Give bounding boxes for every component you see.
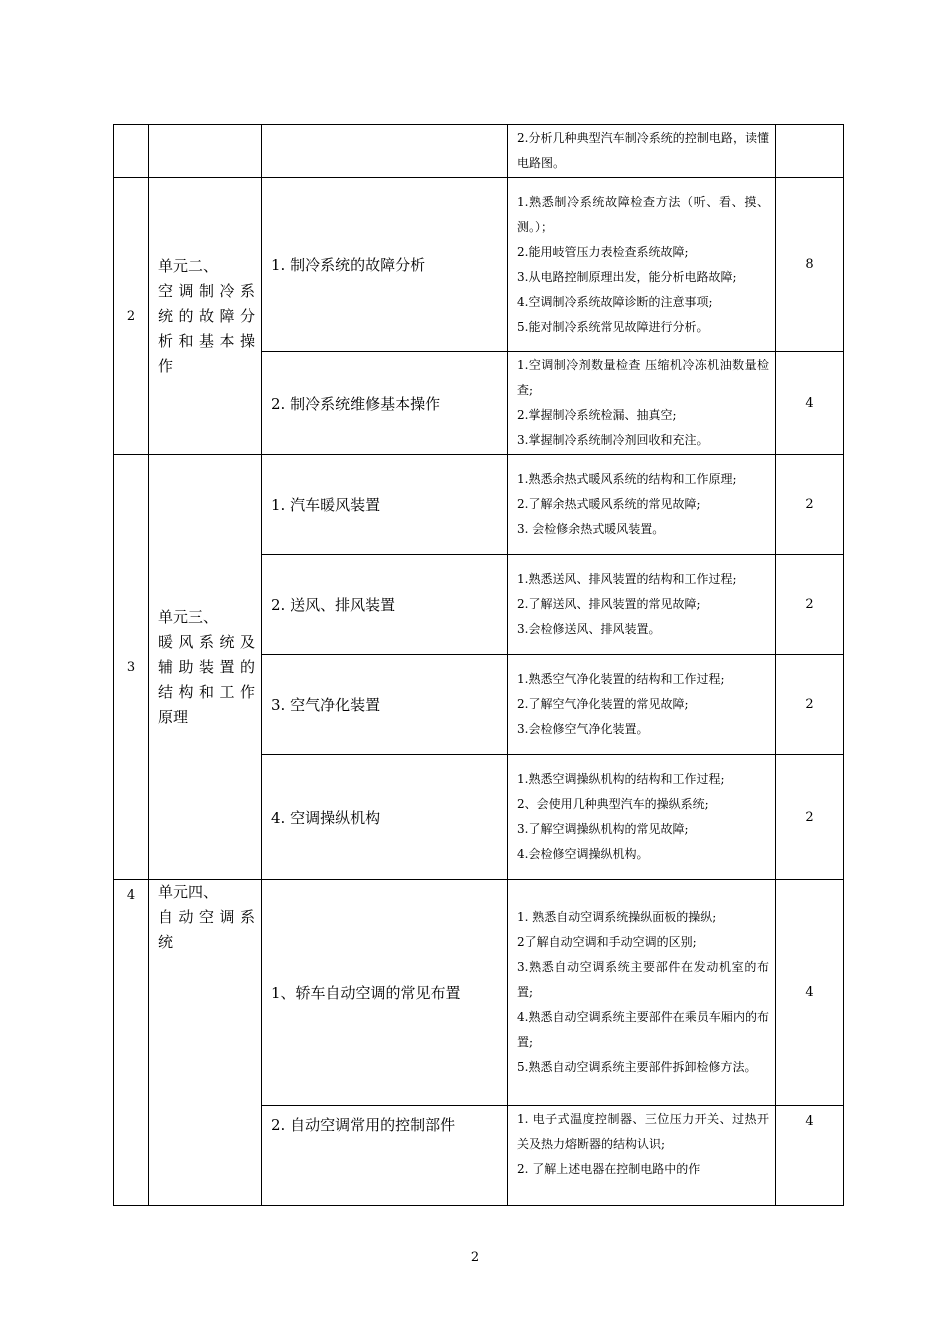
requirement-line: 3.熟悉自动空调系统主要部件在发动机室的布置;: [517, 960, 769, 999]
hours-value: 2: [776, 755, 844, 880]
topic-title: 2. 送风、排风装置: [262, 555, 508, 655]
requirement-line: 3.从电路控制原理出发，能分析电路故障;: [517, 269, 737, 284]
requirement-line: 2.了解余热式暖风系统的常见故障;: [517, 497, 701, 511]
requirements-cell: [508, 655, 776, 755]
requirement-line: 2.了解送风、排风装置的常见故障;: [517, 597, 701, 611]
unit-title-line: 单元四、: [158, 883, 219, 901]
unit-title-line: 单元二、: [158, 256, 219, 275]
requirements-cell: [508, 1106, 776, 1206]
unit-title-line: 自动空调系: [158, 908, 255, 926]
unit-index: 4: [114, 880, 149, 1206]
requirement-line: 1.熟悉制冷系统故障检查方法（听、看、摸、测。）；: [517, 194, 769, 234]
unit-title-line: 结构和工作: [158, 682, 255, 701]
unit-title-line: 统的故障分: [158, 306, 255, 325]
requirement-line: 4.会检修空调操纵机构。: [517, 847, 649, 861]
requirements-cell: [508, 555, 776, 655]
topic-title: 2. 自动空调常用的控制部件: [262, 1106, 508, 1206]
requirement-line: 1.熟悉送风、排风装置的结构和工作过程;: [517, 572, 737, 586]
topic-title: 1、轿车自动空调的常见布置: [262, 880, 508, 1106]
unit-title-line: 析和基本操: [158, 331, 255, 350]
requirements-cell: [508, 352, 776, 455]
hours-cell: [776, 125, 844, 178]
table-row: [114, 178, 844, 352]
index-cell: [114, 125, 149, 178]
requirement-line: 5.能对制冷系统常见故障进行分析。: [517, 319, 709, 334]
hours-value: 2: [776, 655, 844, 755]
requirements-cell: [508, 178, 776, 352]
unit-title-line: 作: [158, 356, 174, 375]
requirement-line: 3. 会检修余热式暖风装置。: [517, 522, 665, 536]
requirement-line: 3.会检修送风、排风装置。: [517, 622, 661, 636]
requirement-line: 2、会使用几种典型汽车的操纵系统;: [517, 797, 709, 811]
unit-title-line: 暖风系统及: [158, 632, 255, 651]
table-row: [114, 455, 844, 555]
requirement-line: 2.了解空气净化装置的常见故障;: [517, 697, 689, 711]
hours-value: 2: [776, 555, 844, 655]
requirement-line: 1.空调制冷剂数量检查 压缩机冷冻机油数量检查;: [517, 358, 769, 397]
unit-title: [149, 178, 262, 455]
requirement-line: 2.掌握制冷系统检漏、抽真空;: [517, 408, 677, 422]
topic-title: 1. 制冷系统的故障分析: [262, 178, 508, 352]
requirement-line: 1.熟悉余热式暖风系统的结构和工作原理;: [517, 472, 737, 486]
requirements-cell: [508, 755, 776, 880]
unit-title-line: 辅助装置的: [158, 657, 255, 676]
unit-index: 2: [114, 178, 149, 455]
requirement-line: 2.能用岐管压力表检查系统故障;: [517, 244, 689, 259]
requirement-line: 2. 了解上述电器在控制电路中的作: [517, 1162, 701, 1176]
requirements-cell: [508, 125, 776, 178]
requirements-cell: [508, 880, 776, 1106]
hours-value: 2: [776, 455, 844, 555]
hours-value: 4: [776, 880, 844, 1106]
topic-title: 2. 制冷系统维修基本操作: [262, 352, 508, 455]
course-content-table: [113, 124, 844, 1206]
requirement-line: 3.了解空调操纵机构的常见故障;: [517, 822, 689, 836]
requirement-line: 1.熟悉空调操纵机构的结构和工作过程;: [517, 772, 725, 786]
table-row: [114, 125, 844, 178]
requirement-line: 4.空调制冷系统故障诊断的注意事项;: [517, 294, 713, 309]
requirement-line: 5.熟悉自动空调系统主要部件拆卸检修方法。: [517, 1060, 757, 1074]
topic-title: 3. 空气净化装置: [262, 655, 508, 755]
requirement-line: 4.熟悉自动空调系统主要部件在乘员车厢内的布置;: [517, 1010, 769, 1049]
unit-cell: [149, 125, 262, 178]
page-number: 2: [470, 1250, 480, 1265]
unit-title: [149, 455, 262, 880]
unit-index: 3: [114, 455, 149, 880]
topic-title: 4. 空调操纵机构: [262, 755, 508, 880]
unit-title-line: 单元三、: [158, 607, 219, 626]
requirement-line: 1. 电子式温度控制器、三位压力开关、过热开关及热力熔断器的结构认识;: [517, 1112, 769, 1151]
hours-value: 4: [776, 352, 844, 455]
hours-value: 4: [776, 1106, 844, 1206]
unit-title-line: 空调制冷系: [158, 281, 255, 300]
unit-title-line: 原理: [158, 707, 189, 726]
topic-cell: [262, 125, 508, 178]
requirement-line: 1. 熟悉自动空调系统操纵面板的操纵;: [517, 910, 717, 924]
requirement-line: 1.熟悉空气净化装置的结构和工作过程;: [517, 672, 725, 686]
table-row: [114, 880, 844, 1106]
requirement-line: 3.掌握制冷系统制冷剂回收和充注。: [517, 433, 709, 447]
unit-title: [149, 880, 262, 1206]
unit-title-line: 统: [158, 933, 174, 951]
requirements-cell: [508, 455, 776, 555]
requirement-line: 2.分析几种典型汽车制冷系统的控制电路，读懂电路图。: [517, 131, 769, 170]
requirement-line: 3.会检修空气净化装置。: [517, 722, 649, 736]
topic-title: 1. 汽车暖风装置: [262, 455, 508, 555]
requirement-line: 2了解自动空调和手动空调的区别;: [517, 935, 697, 949]
hours-value: 8: [776, 178, 844, 352]
